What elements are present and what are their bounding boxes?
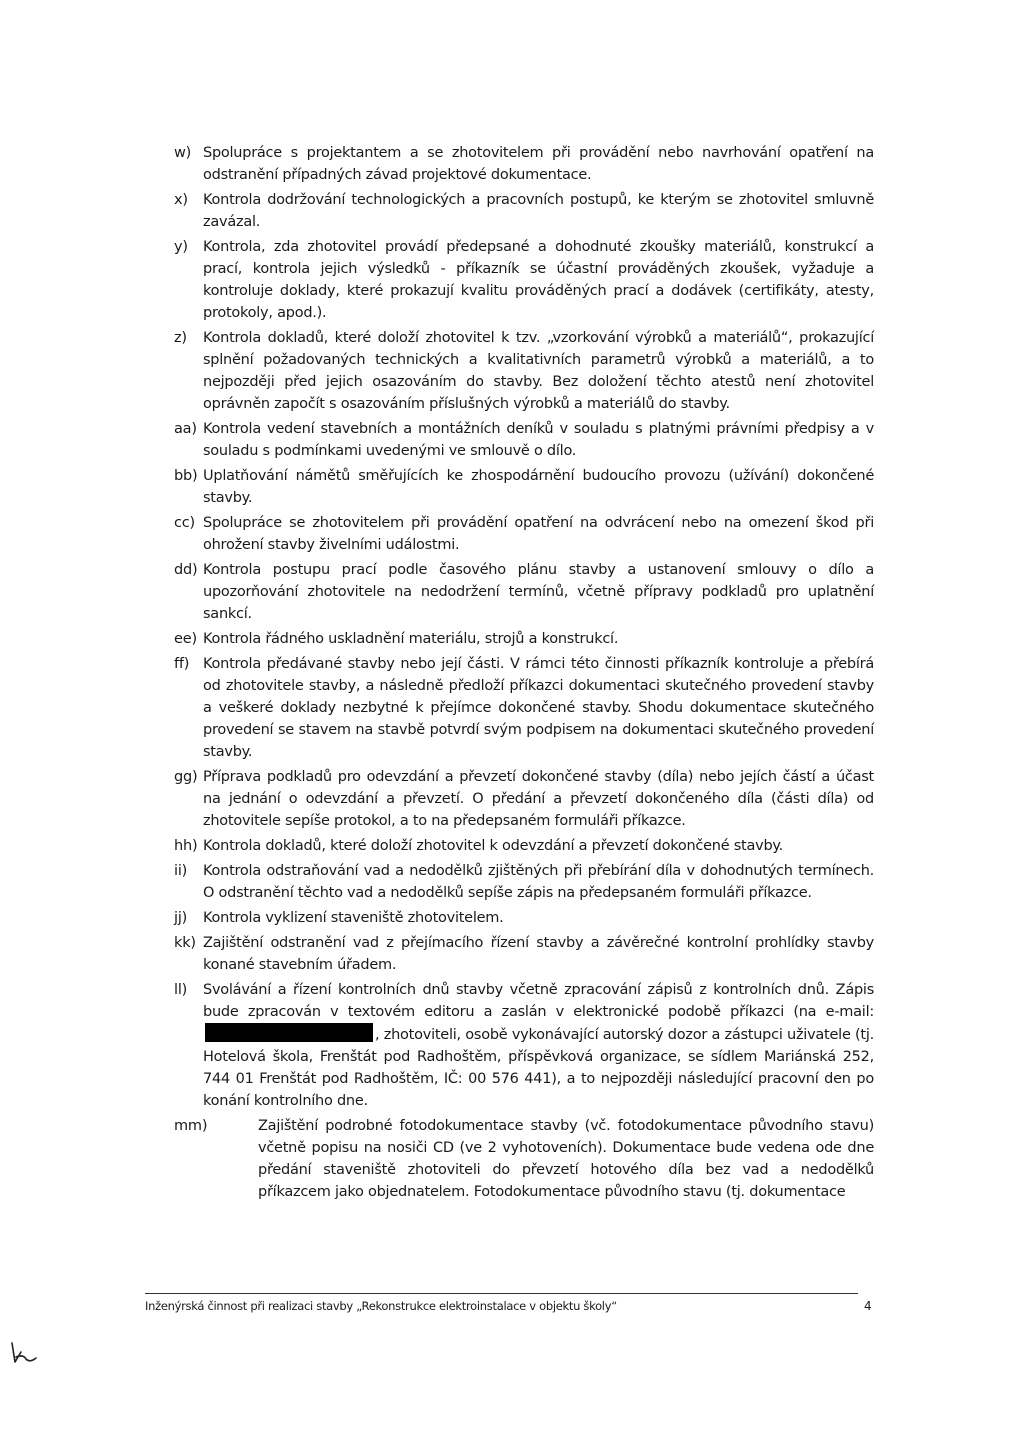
footer-title: Inženýrská činnost při realizaci stavby „Rekonstrukce elektroinstalace v objektu školy“ bbox=[145, 1299, 617, 1313]
item-label: aa) bbox=[174, 421, 197, 437]
item-text: Uplatňování námětů směřujících ke zhospodárnění budoucího provozu (užívání) dokončené stavby. bbox=[203, 468, 874, 506]
list-item bbox=[174, 418, 874, 462]
item-text: Kontrola vyklizení staveniště zhotovitelem. bbox=[203, 910, 504, 926]
item-text: Spolupráce s projektantem a se zhotovitelem při provádění nebo navrhování opatření na odstranění případných závad projektové dokumentace. bbox=[203, 145, 874, 183]
item-text: Kontrola dokladů, které doloží zhotovitel k odevzdání a převzetí dokončené stavby. bbox=[203, 838, 784, 854]
list-item bbox=[174, 860, 874, 904]
item-label: ll) bbox=[174, 982, 188, 998]
list-item bbox=[174, 766, 874, 832]
item-label: mm) bbox=[174, 1118, 208, 1134]
item-label: kk) bbox=[174, 935, 196, 951]
list-item bbox=[174, 236, 874, 324]
item-text-after: , zhotoviteli, osobě vykonávající autorský dozor a zástupci uživatele (tj. Hotelová škola, Frenštát pod Radhoštěm, příspěvková organizace, se sídlem Mariánská 252, 744 01 Frenštát pod Radhoštěm, IČ: 00 576 441), a to nejpozději následující pracovní den po konání kontrolního dne. bbox=[203, 1027, 874, 1109]
list-item bbox=[174, 835, 874, 857]
item-text: Spolupráce se zhotovitelem při provádění opatření na odvrácení nebo na omezení škod při ohrožení stavby živelními událostmi. bbox=[203, 515, 874, 553]
item-label: ff) bbox=[174, 656, 190, 672]
item-label: bb) bbox=[174, 468, 198, 484]
item-text: Zajištění podrobné fotodokumentace stavby (vč. fotodokumentace původního stavu) včetně popisu na nosiči CD (ve 2 vyhotoveních). Dokumentace bude vedena ode dne předání staveniště zhotoviteli do převzetí hotového díla bez vad a nedodělků příkazcem jako objednatelem. Fotodokumentace původního stavu (tj. dokumentace bbox=[258, 1118, 874, 1200]
item-text: Zajištění odstranění vad z přejímacího řízení stavby a závěrečné kontrolní prohlídky stavby konané stavebním úřadem. bbox=[203, 935, 874, 973]
item-text: Kontrola odstraňování vad a nedodělků zjištěných při přebírání díla v dohodnutých termínech. O odstranění těchto vad a nedodělků sepíše zápis na předepsaném formuláři příkazce. bbox=[203, 863, 874, 901]
item-label: y) bbox=[174, 239, 188, 255]
item-text-before: Svolávání a řízení kontrolních dnů stavby včetně zpracování zápisů z kontrolních dnů. Zápis bude zpracován v textovém editoru a zaslán v elektronické podobě příkazci (na e-mail: bbox=[203, 982, 874, 1020]
list-item bbox=[174, 142, 874, 186]
item-label: ee) bbox=[174, 631, 197, 647]
list-item bbox=[174, 907, 874, 929]
list-item bbox=[174, 189, 874, 233]
footer-divider bbox=[145, 1293, 858, 1294]
item-text: Kontrola dodržování technologických a pracovních postupů, ke kterým se zhotovitel smluvně zavázal. bbox=[203, 192, 874, 230]
item-label: gg) bbox=[174, 769, 198, 785]
list-item-mm bbox=[174, 1115, 874, 1203]
redacted-email bbox=[205, 1023, 373, 1042]
list-item bbox=[174, 653, 874, 763]
list-item bbox=[174, 512, 874, 556]
item-text: Kontrola, zda zhotovitel provádí předepsané a dohodnuté zkoušky materiálů, konstrukcí a prací, kontrola jejich výsledků - příkazník se účastní prováděných zkoušek, vyžaduje a kontroluje doklady, které prokazují kvalitu prováděných prací a dodávek (certifikáty, atesty, protokoly, apod.). bbox=[203, 239, 874, 321]
list-item bbox=[174, 559, 874, 625]
list-item bbox=[174, 932, 874, 976]
item-label: cc) bbox=[174, 515, 196, 531]
handwritten-initials bbox=[8, 1340, 40, 1366]
item-text: Kontrola řádného uskladnění materiálu, strojů a konstrukcí. bbox=[203, 631, 619, 647]
item-text: Kontrola vedení stavebních a montážních deníků v souladu s platnými právními předpisy a v souladu s podmínkami uvedenými ve smlouvě o dílo. bbox=[203, 421, 874, 459]
item-text: Kontrola předávané stavby nebo její části. V rámci této činnosti příkazník kontroluje a přebírá od zhotovitele stavby, a následně předloží příkazci dokumentaci skutečného provedení stavby a veškeré doklady nezbytné k přejímce dokončené stavby. Shodu dokumentace skutečného provedení se stavem na stavbě potvrdí svým podpisem na dokumentaci skutečného provedení stavby. bbox=[203, 656, 874, 760]
page-number: 4 bbox=[864, 1299, 872, 1313]
list-item bbox=[174, 327, 874, 415]
list-item-ll bbox=[174, 979, 874, 1112]
item-text: Příprava podkladů pro odevzdání a převzetí dokončené stavby (díla) nebo jejích částí a účast na jednání o odevzdání a převzetí. O předání a převzetí dokončeného díla (části díla) od zhotovitele sepíše protokol, a to na předepsaném formuláři příkazce. bbox=[203, 769, 874, 829]
item-label: hh) bbox=[174, 838, 198, 854]
obligations-list bbox=[174, 142, 874, 1206]
item-text: Kontrola postupu prací podle časového plánu stavby a ustanovení smlouvy o dílo a upozorňování zhotovitele na nedodržení termínů, včetně přípravy podkladů pro uplatnění sankcí. bbox=[203, 562, 874, 622]
item-label: ii) bbox=[174, 863, 188, 879]
item-label: z) bbox=[174, 330, 187, 346]
item-text: Kontrola dokladů, které doloží zhotovitel k tzv. „vzorkování výrobků a materiálů“, prokazující splnění požadovaných technických a kvalitativních parametrů výrobků a materiálů, a to nejpozději před jejich osazováním do stavby. Bez doložení těchto atestů není zhotovitel oprávněn započít s osazováním příslušných výrobků a materiálů do stavby. bbox=[203, 330, 874, 412]
list-item bbox=[174, 628, 874, 650]
item-label: jj) bbox=[174, 910, 188, 926]
item-text bbox=[203, 979, 874, 1112]
items-container bbox=[174, 142, 874, 976]
item-label: w) bbox=[174, 145, 192, 161]
list-item bbox=[174, 465, 874, 509]
item-label: dd) bbox=[174, 562, 198, 578]
item-label: x) bbox=[174, 192, 188, 208]
